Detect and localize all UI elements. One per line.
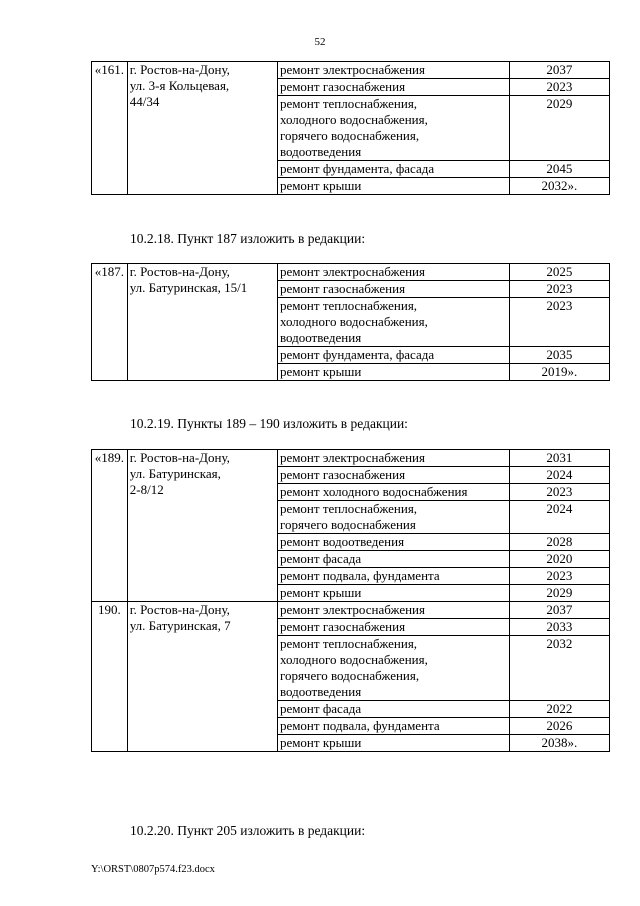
repair-year: 2038». bbox=[509, 735, 609, 752]
building-address: г. Ростов-на-Дону, ул. Батуринская, 2-8/12 bbox=[127, 450, 277, 602]
repair-year: 2033 bbox=[509, 619, 609, 636]
file-path-footer: Y:\ORST\0807p574.f23.docx bbox=[91, 864, 215, 875]
page-number: 52 bbox=[314, 36, 326, 48]
item-number: 190. bbox=[92, 602, 128, 752]
repair-schedule-table-187 bbox=[91, 263, 610, 381]
repair-work-type: ремонт подвала, фундамента bbox=[277, 718, 509, 735]
repair-year: 2023 bbox=[509, 79, 609, 96]
repair-work-type: ремонт газоснабжения bbox=[277, 467, 509, 484]
repair-year: 2024 bbox=[509, 467, 609, 484]
repair-work-type: ремонт фундамента, фасада bbox=[277, 161, 509, 178]
repair-year: 2037 bbox=[509, 602, 609, 619]
repair-work-type: ремонт фасада bbox=[277, 701, 509, 718]
repair-year: 2026 bbox=[509, 718, 609, 735]
repair-year: 2031 bbox=[509, 450, 609, 467]
repair-work-type: ремонт крыши bbox=[277, 585, 509, 602]
repair-work-type: ремонт электроснабжения bbox=[277, 602, 509, 619]
building-address: г. Ростов-на-Дону, ул. 3-я Кольцевая, 44/34 bbox=[127, 62, 277, 195]
repair-work-type: ремонт электроснабжения bbox=[277, 62, 509, 79]
repair-work-type: ремонт фундамента, фасада bbox=[277, 347, 509, 364]
paragraph-10-2-18: 10.2.18. Пункт 187 изложить в редакции: bbox=[130, 231, 366, 246]
building-address: г. Ростов-на-Дону, ул. Батуринская, 15/1 bbox=[127, 264, 277, 381]
repair-year: 2028 bbox=[509, 534, 609, 551]
repair-schedule-table-161 bbox=[91, 61, 610, 195]
repair-work-type: ремонт электроснабжения bbox=[277, 264, 509, 281]
item-number: «187. bbox=[92, 264, 128, 381]
repair-work-type: ремонт теплоснабжения, горячего водоснабжения bbox=[277, 501, 509, 534]
repair-work-type: ремонт газоснабжения bbox=[277, 281, 509, 298]
item-number: «189. bbox=[92, 450, 128, 602]
repair-work-type: ремонт крыши bbox=[277, 735, 509, 752]
repair-work-type: ремонт крыши bbox=[277, 178, 509, 195]
repair-work-type: ремонт теплоснабжения, холодного водоснабжения, горячего водоснабжения, водоотведения bbox=[277, 636, 509, 701]
repair-year: 2022 bbox=[509, 701, 609, 718]
repair-work-type: ремонт газоснабжения bbox=[277, 619, 509, 636]
repair-year: 2023 bbox=[509, 484, 609, 501]
repair-year: 2019». bbox=[509, 364, 609, 381]
repair-work-type: ремонт крыши bbox=[277, 364, 509, 381]
repair-schedule-table-189-190 bbox=[91, 449, 610, 752]
repair-work-type: ремонт теплоснабжения, холодного водоснабжения, горячего водоснабжения, водоотведения bbox=[277, 96, 509, 161]
repair-work-type: ремонт электроснабжения bbox=[277, 450, 509, 467]
paragraph-10-2-20: 10.2.20. Пункт 205 изложить в редакции: bbox=[130, 823, 366, 838]
table-row bbox=[92, 602, 610, 619]
repair-work-type: ремонт водоотведения bbox=[277, 534, 509, 551]
repair-year: 2020 bbox=[509, 551, 609, 568]
repair-year: 2029 bbox=[509, 96, 609, 161]
repair-work-type: ремонт подвала, фундамента bbox=[277, 568, 509, 585]
building-address: г. Ростов-на-Дону, ул. Батуринская, 7 bbox=[127, 602, 277, 752]
repair-year: 2037 bbox=[509, 62, 609, 79]
repair-year: 2023 bbox=[509, 568, 609, 585]
paragraph-10-2-19: 10.2.19. Пункты 189 – 190 изложить в редакции: bbox=[130, 416, 408, 431]
table-row bbox=[92, 450, 610, 467]
repair-year: 2032 bbox=[509, 636, 609, 701]
repair-work-type: ремонт газоснабжения bbox=[277, 79, 509, 96]
repair-year: 2024 bbox=[509, 501, 609, 534]
repair-year: 2035 bbox=[509, 347, 609, 364]
repair-year: 2025 bbox=[509, 264, 609, 281]
repair-year: 2023 bbox=[509, 298, 609, 347]
repair-year: 2045 bbox=[509, 161, 609, 178]
repair-year: 2023 bbox=[509, 281, 609, 298]
table-row bbox=[92, 62, 610, 79]
repair-work-type: ремонт холодного водоснабжения bbox=[277, 484, 509, 501]
repair-year: 2029 bbox=[509, 585, 609, 602]
repair-work-type: ремонт теплоснабжения, холодного водоснабжения, водоотведения bbox=[277, 298, 509, 347]
repair-year: 2032». bbox=[509, 178, 609, 195]
table-row bbox=[92, 264, 610, 281]
repair-work-type: ремонт фасада bbox=[277, 551, 509, 568]
item-number: «161. bbox=[92, 62, 128, 195]
